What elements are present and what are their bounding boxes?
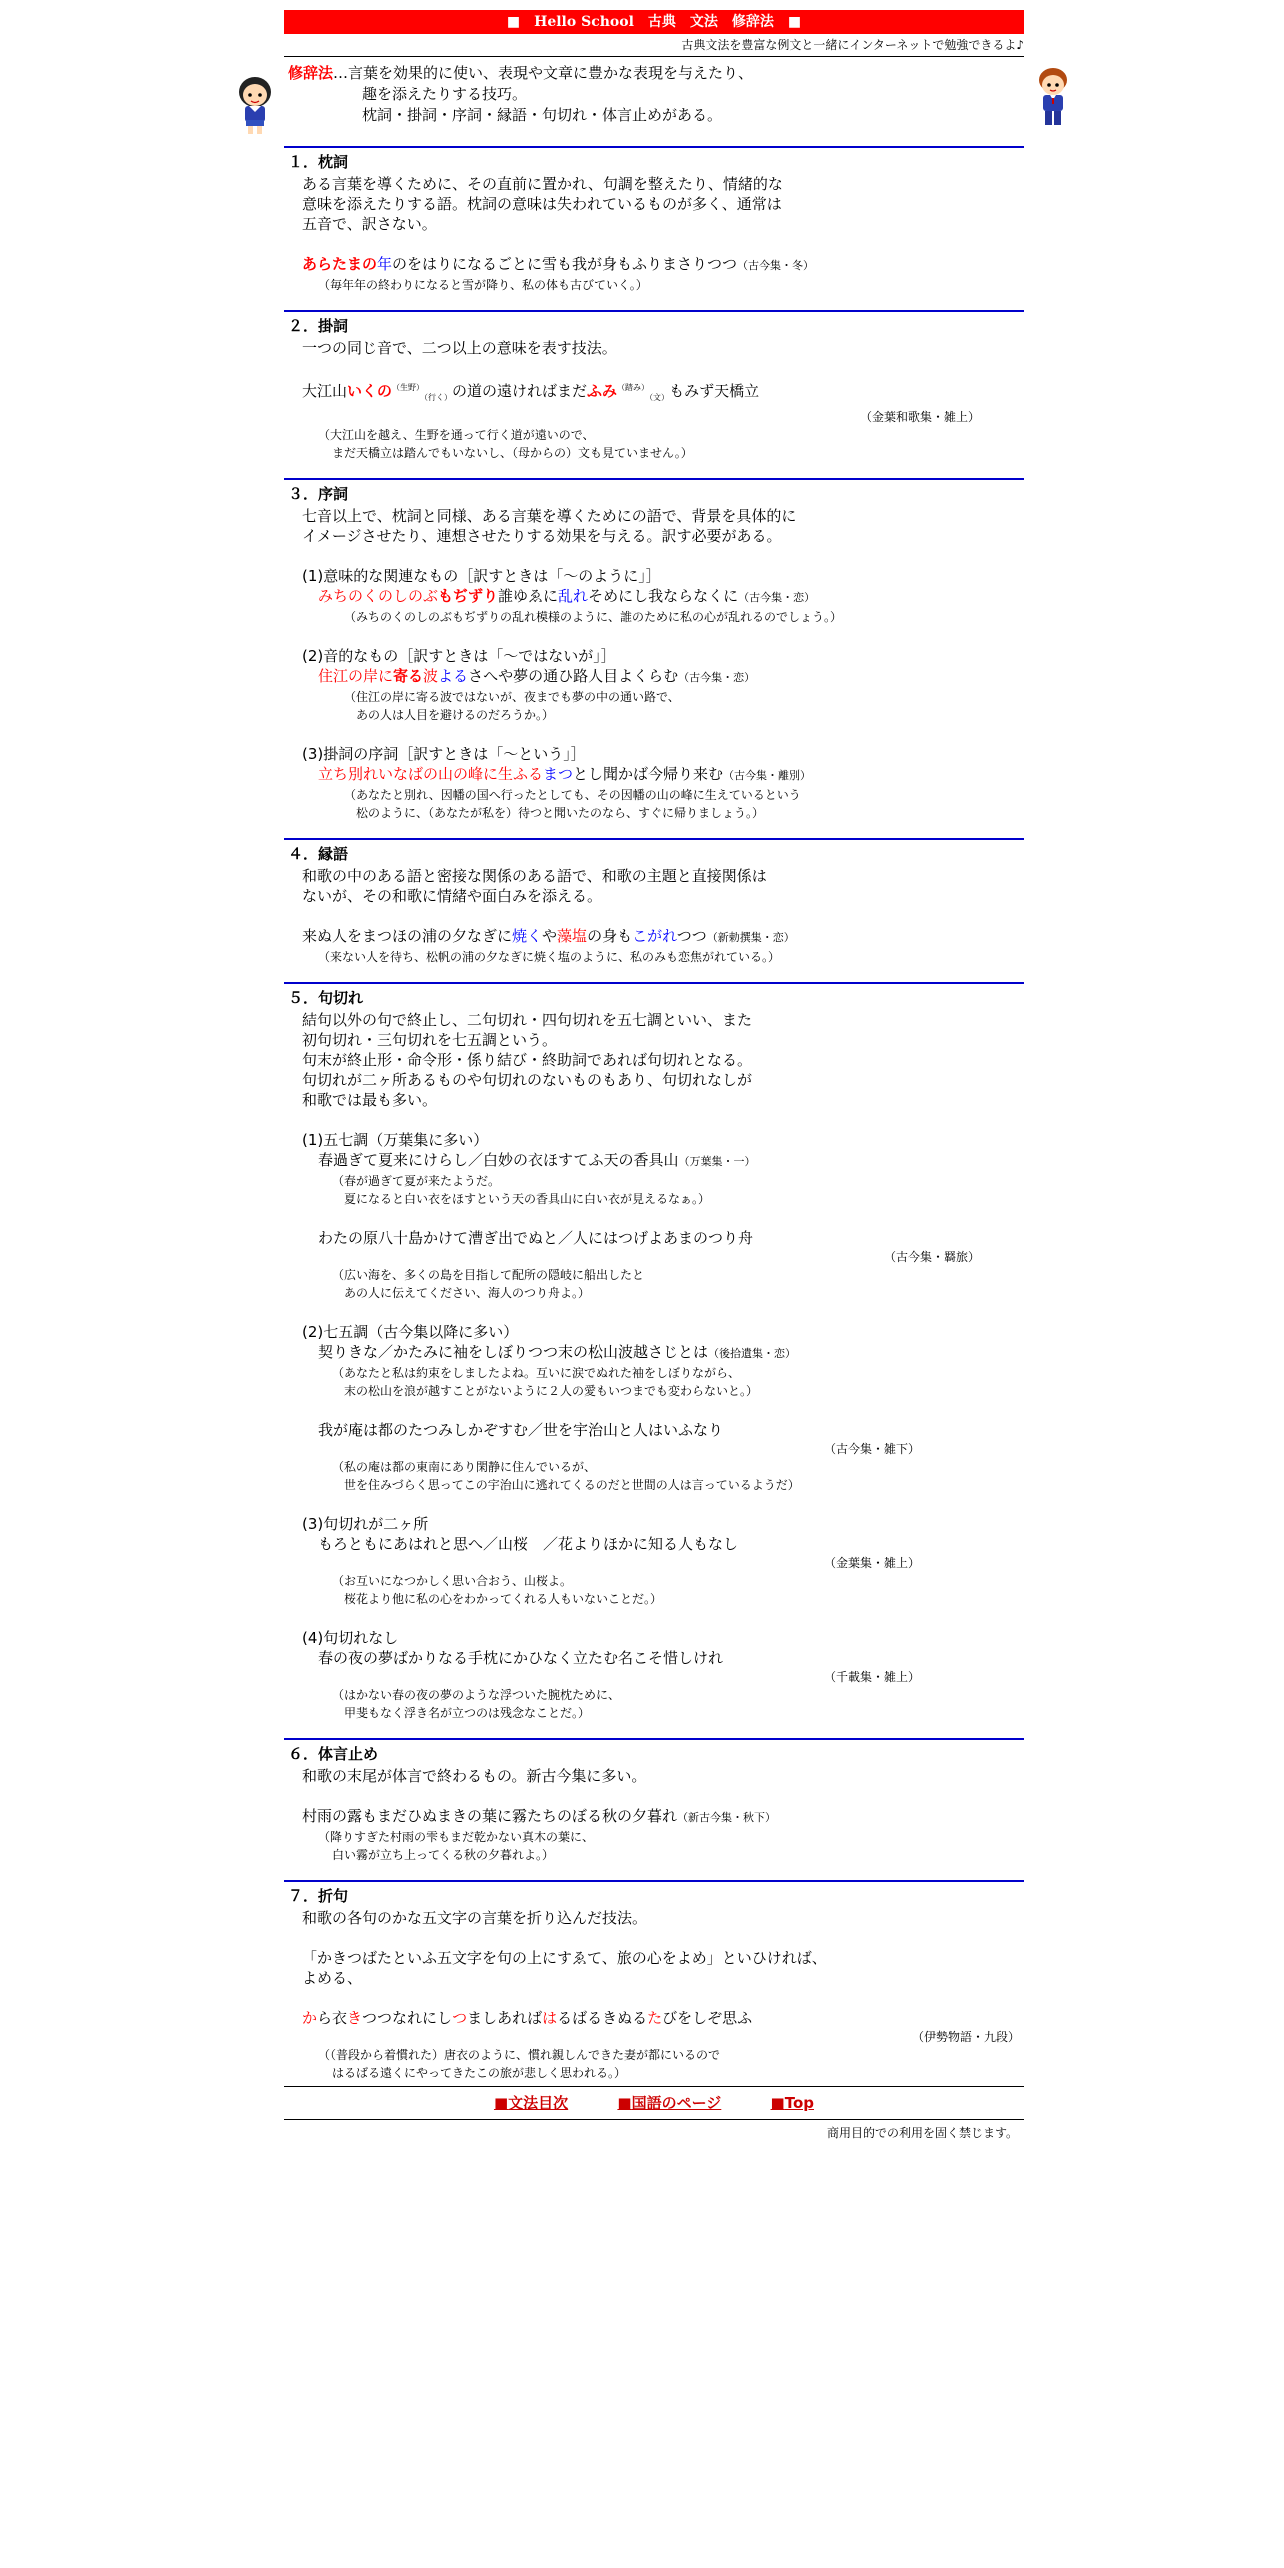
example-translation: （住江の岸に寄る波ではないが、夜までも夢の中の通い路で、	[344, 690, 680, 704]
link-grammar-index[interactable]: ■文法目次	[493, 2094, 569, 2112]
section-title: ５．句切れ	[288, 989, 364, 1007]
example-poem: 住江の岸に寄る波よるさへや夢の通ひ路人目よくらむ（古今集・恋）	[318, 667, 756, 685]
example-translation: 末の松山を浪が越すことがないように２人の愛もいつまでも変わらないと。）	[344, 1384, 759, 1398]
section-kugire	[284, 984, 1024, 1722]
usage-notice: 商用目的での利用を固く禁じます。	[826, 2126, 1018, 2140]
section-title: ７．折句	[288, 1887, 349, 1905]
section-jokotoba	[284, 480, 1024, 822]
example-translation: 甲斐もなく浮き名が立つのは残念なことだ。）	[344, 1706, 591, 1720]
section-title: ２．掛詞	[288, 317, 349, 335]
example-translation: 松のように、（あなたが私を）待つと聞いたのなら、すぐに帰りましょう。）	[356, 806, 765, 820]
section-desc: イメージさせたり、連想させたりする効果を与える。訳す必要がある。	[302, 527, 782, 545]
example-translation: 夏になると白い衣をほすという天の香具山に白い衣が見えるなぁ。）	[344, 1192, 711, 1206]
item-heading: (4)句切れなし	[302, 1629, 399, 1647]
section-desc: よめる、	[302, 1969, 363, 1987]
example-poem: 我が庵は都のたつみしかぞすむ／世を宇治山と人はいふなり	[318, 1421, 724, 1439]
example-translation: （毎年年の終わりになると雪が降り、私の体も古びていく。）	[318, 278, 648, 292]
example-poem: 立ち別れいなばの山の峰に生ふるまつとし聞かば今帰り来む（古今集・離別）	[318, 765, 812, 783]
example-source: （金葉和歌集・雑上）	[859, 410, 980, 424]
example-translation: （私の庵は都の東南にあり閑静に住んでいるが、	[332, 1460, 597, 1474]
example-translation: （春が過ぎて夏が来たようだ。	[332, 1174, 501, 1188]
example-poem: わたの原八十島かけて漕ぎ出でぬと／人にはつげよあまのつり舟	[318, 1229, 754, 1247]
example-poem: 村雨の露もまだひぬまきの葉に霧たちのぼる秋の夕暮れ（新古今集・秋下）	[302, 1807, 777, 1825]
example-translation: （あなたと別れ、因幡の国へ行ったとしても、その因幡の山の峰に生えているという	[344, 788, 801, 802]
page-content	[284, 10, 1024, 2145]
footer-nav	[284, 2087, 1024, 2119]
example-translation: （降りすぎた村雨の雫もまだ乾かない真木の葉に、	[318, 1830, 595, 1844]
example-translation: （（普段から着慣れた）唐衣のように、慣れ親しんできた妻が都にいるので	[318, 2048, 721, 2062]
item-heading: (3)句切れが二ヶ所	[302, 1515, 429, 1533]
example-poem: みちのくのしのぶもぢずり誰ゆゑに乱れそめにし我ならなくに（古今集・恋）	[318, 587, 816, 605]
intro-line: …言葉を効果的に使い、表現や文章に豊かな表現を与えたり、	[333, 64, 754, 82]
example-translation: あの人に伝えてください、海人のつり舟よ。）	[344, 1286, 591, 1300]
example-source: （古今集・雑下）	[823, 1442, 920, 1456]
section-title: １．枕詞	[288, 153, 349, 171]
intro-line: 枕詞・掛詞・序詞・縁語・句切れ・体言止めがある。	[362, 106, 723, 124]
example-poem: 春過ぎて夏来にけらし／白妙の衣ほすてふ天の香具山（万葉集・一）	[318, 1151, 756, 1169]
item-heading: (2)七五調（古今集以降に多い）	[302, 1323, 519, 1341]
example-translation: 桜花より他に私の心をわかってくれる人もいないことだ。）	[344, 1592, 663, 1606]
section-desc: 七音以上で、枕詞と同様、ある言葉を導くためにの語で、背景を具体的に	[302, 507, 797, 525]
example-poem: あらたまの年のをはりになるごとに雪も我が身もふりまさりつつ（古今集・冬）	[302, 255, 815, 273]
section-desc: 和歌の中のある語と密接な関係のある語で、和歌の主題と直接関係は	[302, 867, 767, 885]
example-translation: （大江山を越え、生野を通って行く道が遠いので、	[318, 428, 595, 442]
example-source: （古今集・羇旅）	[883, 1250, 980, 1264]
section-desc: 句切れが二ヶ所あるものや句切れのないものもあり、句切れなしが	[302, 1071, 753, 1089]
example-poem: から衣きつつなれにしつましあればはるばるきぬるたびをしぞ思ふ	[302, 2009, 753, 2027]
section-desc: 和歌の各句のかな五文字の言葉を折り込んだ技法。	[302, 1909, 648, 1927]
section-desc: 和歌では最も多い。	[302, 1091, 438, 1109]
section-desc: 一つの同じ音で、二つ以上の意味を表す技法。	[302, 339, 617, 357]
intro	[284, 57, 1024, 136]
section-makurakotoba	[284, 148, 1024, 294]
example-translation: （広い海を、多くの島を目指して配所の隠岐に船出したと	[332, 1268, 645, 1282]
item-heading: (2)音的なもの［訳すときは「～ではないが」］	[302, 647, 616, 665]
example-translation: （来ない人を待ち、松帆の浦の夕なぎに焼く塩のように、私のみも恋焦がれている。）	[318, 950, 781, 964]
page-subtitle: 古典文法を豊富な例文と一緒にインターネットで勉強できるよ♪	[681, 38, 1024, 52]
section-kakekotoba	[284, 312, 1024, 462]
section-oriku	[284, 1882, 1024, 2082]
link-japanese-page[interactable]: ■国語のページ	[617, 2094, 722, 2112]
section-desc: 「かきつばたといふ五文字を句の上にすゑて、旅の心をよめ」といひければ、	[302, 1949, 827, 1967]
example-poem: 来ぬ人をまつほの浦の夕なぎに焼くや藻塩の身もこがれつつ（新勅撰集・恋）	[302, 927, 795, 945]
girl-character-icon	[232, 74, 278, 136]
example-source: （伊勢物語・九段）	[911, 2030, 1020, 2044]
section-title: ３．序詞	[288, 485, 349, 503]
section-desc: 和歌の末尾が体言で終わるもの。新古今集に多い。	[302, 1767, 647, 1785]
example-translation: あの人は人目を避けるのだろうか。）	[356, 708, 555, 722]
example-translation: 白い霧が立ち上ってくる秋の夕暮れよ。）	[332, 1848, 555, 1862]
section-desc: 句末が終止形・命令形・係り結び・終助詞であれば句切れとなる。	[302, 1051, 753, 1069]
intro-term: 修辞法	[288, 64, 334, 82]
example-translation: （はかない春の夜の夢のような浮ついた腕枕ために、	[332, 1688, 621, 1702]
example-translation: はるばる遠くにやってきたこの旅が悲しく思われる。）	[332, 2066, 627, 2080]
example-translation: 世を住みづらく思ってこの宇治山に逃れてくるのだと世間の人は言っているようだ）	[344, 1478, 800, 1492]
page-title: ■ Hello School 古典 文法 修辞法 ■	[284, 10, 1024, 34]
item-heading: (1)意味的な関連なもの［訳すときは「～のように」］	[302, 567, 661, 585]
boy-character-icon	[1030, 66, 1076, 128]
example-translation: （みちのくのしのぶもぢずりの乱れ模様のように、誰のために私の心が乱れるのでしょう。）	[344, 610, 843, 624]
example-translation: まだ天橋立は踏んでもいないし、（母からの）文も見ていません。）	[332, 446, 693, 460]
section-desc: 初句切れ・三句切れを七五調という。	[302, 1031, 558, 1049]
example-translation: （あなたと私は約束をしましたよね。互いに涙でぬれた袖をしぼりながら、	[332, 1366, 741, 1380]
example-source: （千載集・雑上）	[823, 1670, 920, 1684]
link-top[interactable]: ■Top	[770, 2094, 815, 2112]
item-heading: (1)五七調（万葉集に多い）	[302, 1131, 489, 1149]
section-engo	[284, 840, 1024, 966]
intro-line: 趣を添えたりする技巧。	[362, 85, 528, 103]
example-poem: 春の夜の夢ばかりなる手枕にかひなく立たむ名こそ惜しけれ	[318, 1649, 724, 1667]
example-poem: もろともにあはれと思へ／山桜 ／花よりほかに知る人もなし	[318, 1535, 739, 1553]
example-poem: 契りきな／かたみに袖をしぼりつつ末の松山波越さじとは（後拾遺集・恋）	[318, 1343, 797, 1361]
example-translation: （お互いになつかしく思い合おう、山桜よ。	[332, 1574, 573, 1588]
section-taigendome	[284, 1740, 1024, 1864]
section-desc: 結句以外の句で終止し、二句切れ・四句切れを五七調といい、また	[302, 1011, 753, 1029]
section-desc: 五音で、訳さない。	[302, 215, 437, 233]
section-desc: ある言葉を導くために、その直前に置かれ、句調を整えたり、情緒的な	[302, 175, 783, 193]
section-desc: 意味を添えたりする語。枕詞の意味は失われているものが多く、通常は	[302, 195, 782, 213]
item-heading: (3)掛詞の序詞［訳すときは「～という」］	[302, 745, 586, 763]
section-desc: ないが、その和歌に情緒や面白みを添える。	[302, 887, 603, 905]
section-title: ４．縁語	[288, 845, 349, 863]
example-source: （金葉集・雑上）	[823, 1556, 920, 1570]
example-poem: 大江山いくの$^{(生野)}_{(行く)}$の道の遠ければまだふみ$^{(踏み)}_{(文)}$もみず天橋立	[302, 382, 760, 402]
section-title: ６．体言止め	[288, 1745, 379, 1763]
